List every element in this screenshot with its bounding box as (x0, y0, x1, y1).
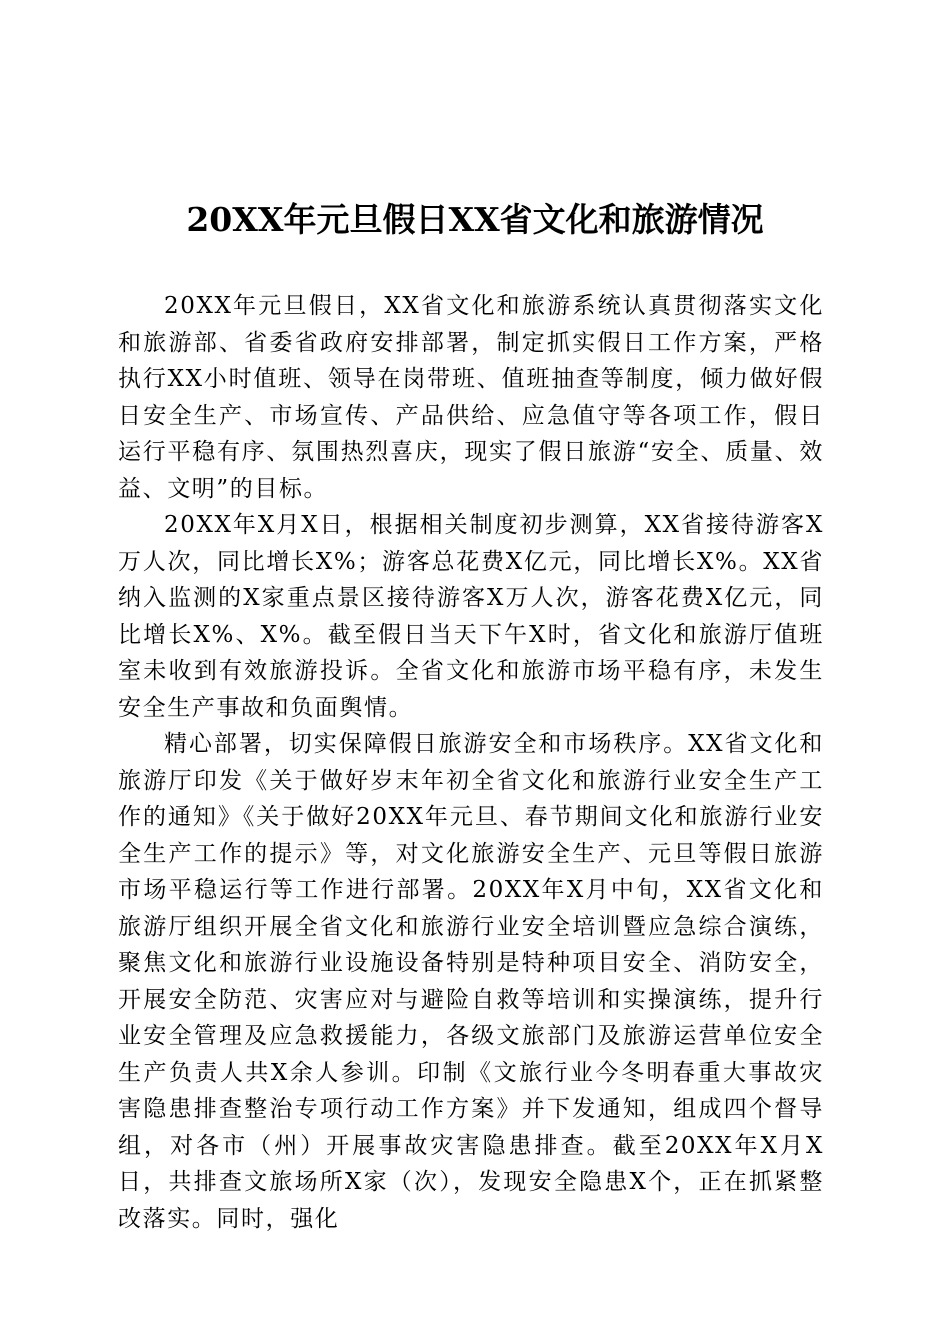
document-title: 20XX年元旦假日XX省文化和旅游情况 (186, 200, 764, 239)
paragraph-3: 精心部署，切实保障假日旅游安全和市场秩序。XX省文化和旅游厅印发《关于做好岁末年初全省文化和旅游行业安全生产工作的通知》《关于做好20XX年元旦、春节期间文化和旅游行业安全生产工作的提示》等，对文化旅游安全生产、元旦等假日旅游市场平稳运行等工作进行部署。20XX年X月中旬，XX省文化和旅游厅组织开展全省文化和旅游行业安全培训暨应急综合演练，聚焦文化和旅游行业设施设备特别是特种项目安全、消防安全，开展安全防范、灾害应对与避险自救等培训和实操演练，提升行业安全管理及应急救援能力，各级文旅部门及旅游运营单位安全生产负责人共X余人参训。印制《文旅行业今冬明春重大事故灾害隐患排查整治专项行动工作方案》并下发通知，组成四个督导组，对各市（州）开展事故灾害隐患排查。截至20XX年X月X日，共排查文旅场所X家（次），发现安全隐患X个，正在抓紧整改落实。同时，强化 (118, 731, 824, 1232)
paragraph-1: 20XX年元旦假日，XX省文化和旅游系统认真贯彻落实文化和旅游部、省委省政府安排部署，制定抓实假日工作方案，严格执行XX小时值班、领导在岗带班、值班抽查等制度，倾力做好假日安全生产、市场宣传、产品供给、应急值守等各项工作，假日运行平稳有序、氛围热烈喜庆，现实了假日旅游“安全、质量、效益、文明”的目标。 (118, 293, 824, 502)
paragraph-2: 20XX年X月X日，根据相关制度初步测算，XX省接待游客X万人次，同比增长X%；游客总花费X亿元，同比增长X%。XX省纳入监测的X家重点景区接待游客X万人次，游客花费X亿元，同比增长X%、X%。截至假日当天下午X时，省文化和旅游厅值班室未收到有效旅游投诉。全省文化和旅游市场平稳有序，未发生安全生产事故和负面舆情。 (118, 512, 824, 721)
document-body (118, 288, 824, 1237)
